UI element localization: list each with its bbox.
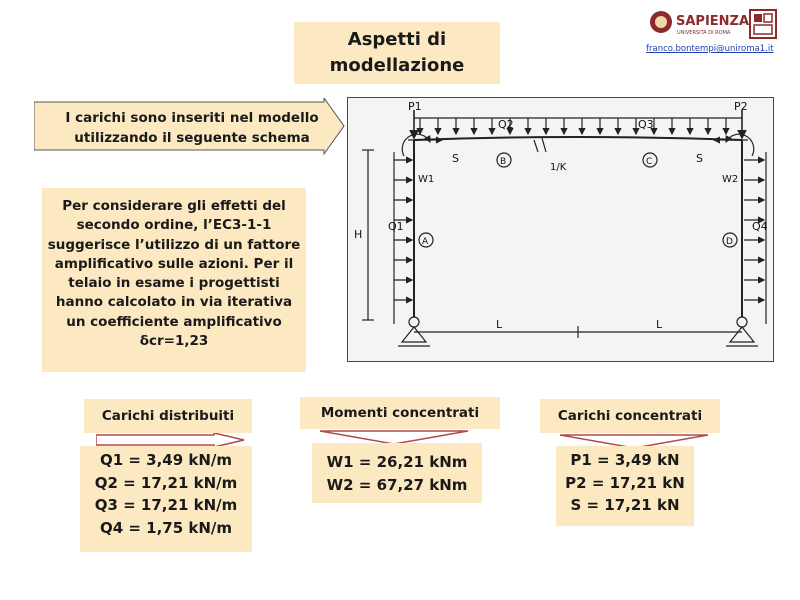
moments-values [312,443,482,503]
distributed-down-arrow [96,433,246,447]
label-q1: Q1 [388,220,404,233]
concentrated-loads-header-label: Carichi concentrati [557,408,703,424]
slide-title [294,22,500,84]
label-q4: Q4 [752,220,768,233]
para-line: un coefficiente amplificativo [66,313,282,330]
para-line: telaio in esame i progettisti [68,275,280,292]
label-spring: 1/K [550,162,567,173]
intro-text [58,103,326,153]
para-line: suggerisce l’utilizzo di un fattore [47,236,301,253]
value-s: S = 17,21 kN [570,496,680,514]
para-line: hanno calcolato in via iterativa [55,294,293,311]
value-q3: Q3 = 17,21 kN/m [94,496,238,514]
distributed-loads-header [84,399,252,433]
concentrated-loads-header [540,399,720,433]
concentrated-moments-header-label: Momenti concentrati [320,405,480,421]
value-q2: Q2 = 17,21 kN/m [94,473,238,492]
distributed-values [80,446,252,552]
para-line: Per considerare gli effetti del [62,198,286,214]
author-email[interactable]: franco.bontempi@uniroma1.it [646,44,774,54]
para-line: δcr=1,23 [139,333,209,350]
label-q2: Q2 [498,118,514,131]
label-q3: Q3 [638,118,654,131]
logo-text: SAPIENZA [676,14,750,29]
value-q4: Q4 = 1,75 kN/m [99,518,233,537]
concentrated-moments-header [300,397,500,429]
value-w2: W2 = 67,27 kNm [326,475,468,494]
intro-line-1: I carichi sono inseriti nel modello [65,110,319,126]
logo-subtext: UNIVERSITÀ DI ROMA [677,30,731,36]
distributed-loads-header-label: Carichi distribuiti [101,408,235,424]
node-b: B [500,157,507,167]
value-p1: P1 = 3,49 kN [570,451,680,469]
label-w2: W2 [722,174,739,185]
label-s-right: S [696,152,703,165]
label-l-right: L [656,318,663,331]
node-c: C [646,157,653,167]
frame-diagram [347,97,774,362]
para-line: amplificativo sulle azioni. Per il [54,255,294,272]
concentrated-values [556,446,694,526]
label-s-left: S [452,152,459,165]
explanation-paragraph [42,188,306,372]
label-p1: P1 [408,100,422,113]
title-line-2: modellazione [329,55,465,76]
value-p2: P2 = 17,21 kN [565,473,685,492]
title-line-1: Aspetti di [347,29,447,50]
label-l-left: L [496,318,503,331]
node-d: D [726,237,733,247]
para-line: secondo ordine, l’EC3-1-1 [76,217,272,234]
intro-line-2: utilizzando il seguente schema [74,130,310,146]
value-q1: Q1 = 3,49 kN/m [99,451,233,469]
value-w1: W1 = 26,21 kNm [326,453,468,471]
label-p2: P2 [734,100,748,113]
label-h: H [354,228,363,241]
top-load-arrows [420,118,726,134]
label-w1: W1 [418,174,435,185]
node-a: A [422,237,429,247]
